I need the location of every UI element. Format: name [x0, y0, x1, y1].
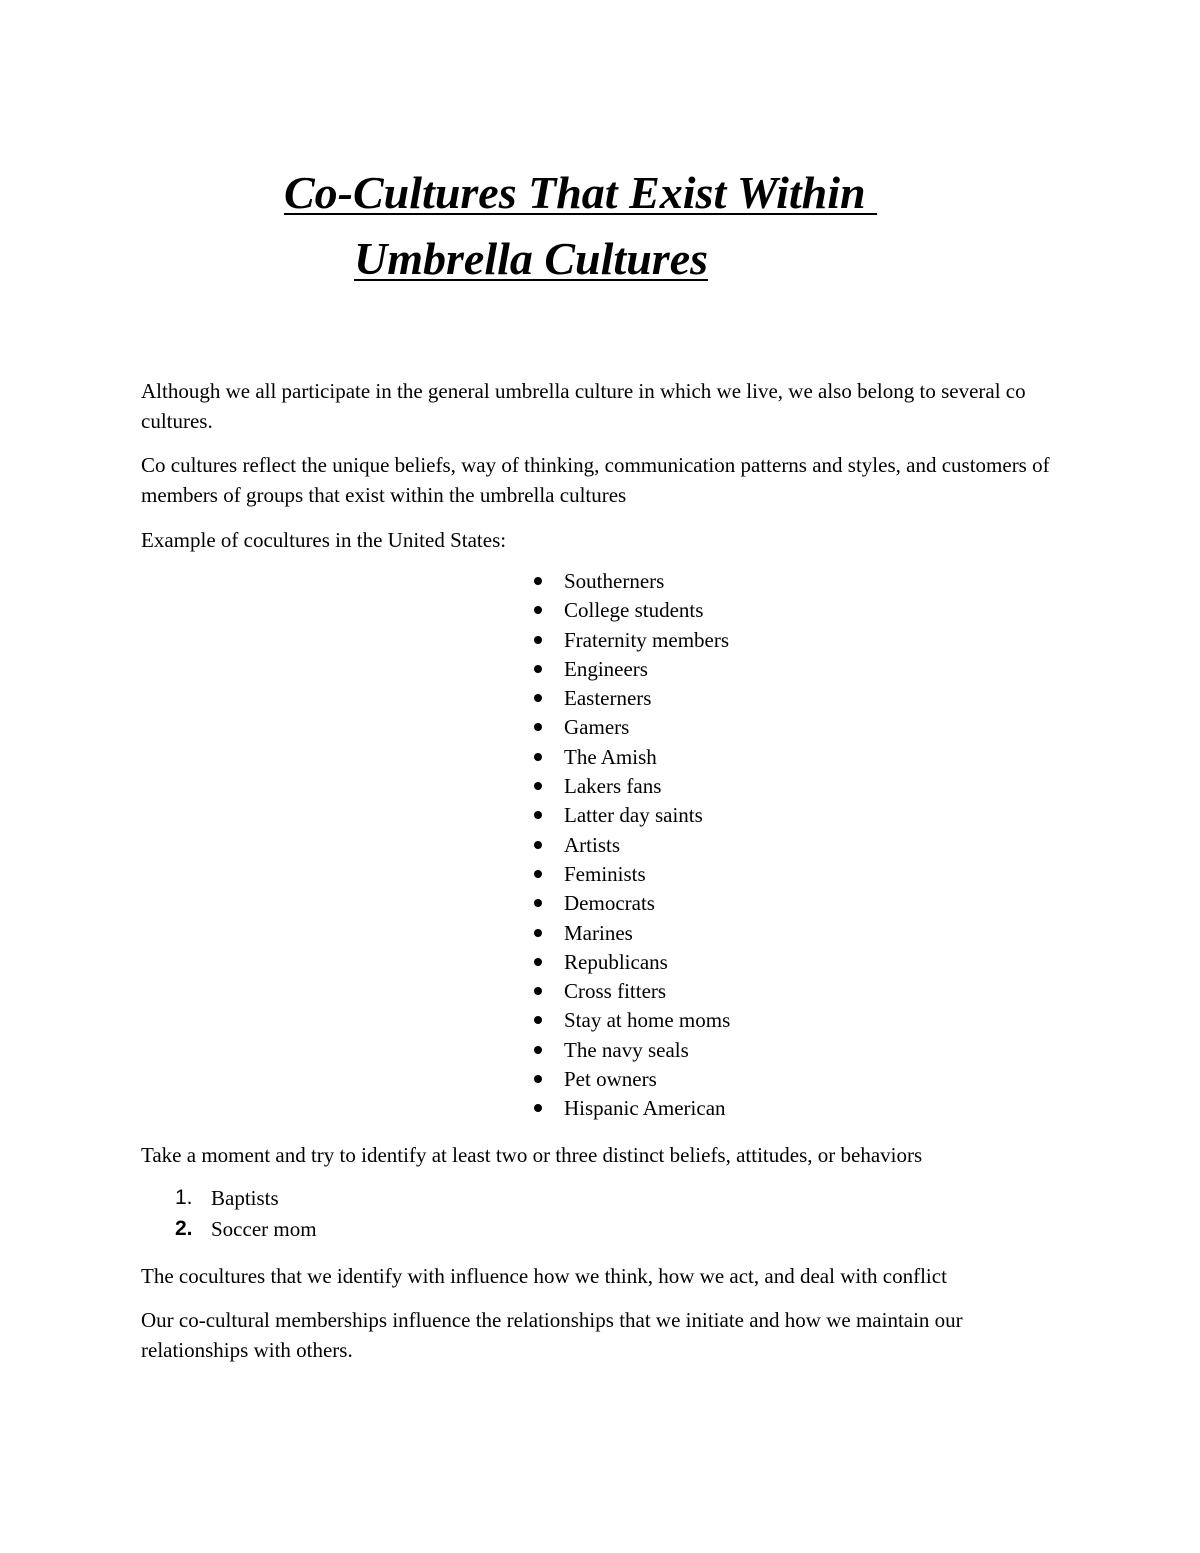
list-item-text: Democrats: [564, 891, 655, 916]
list-item-text: Pet owners: [564, 1067, 657, 1092]
list-item-text: Gamers: [564, 715, 630, 740]
list-item-text: Marines: [564, 920, 633, 945]
bullet-icon: [534, 753, 542, 761]
bullet-icon: [534, 636, 542, 644]
list-item-text: Feminists: [564, 861, 646, 886]
bullet-icon: [534, 723, 542, 731]
list-item: [530, 889, 730, 918]
bullet-icon: [534, 929, 542, 937]
page-title-text-1: Co-Cultures That Exist Within: [284, 167, 878, 218]
list-item-text: Southerners: [564, 569, 665, 593]
bullet-icon: [534, 841, 542, 849]
bullet-icon: [534, 987, 542, 995]
list-item: [530, 948, 730, 977]
bullet-icon: [534, 870, 542, 878]
bullet-icon: [534, 606, 542, 614]
list-item: [530, 772, 730, 801]
list-item: [530, 1094, 730, 1123]
relationships-paragraph: Our co-cultural memberships influence the relationships that we initiate and how we maintain our relationships with others.: [141, 1308, 963, 1362]
page-title-line-2: [0, 231, 1200, 287]
list-item-text: Stay at home moms: [564, 1008, 731, 1033]
page-title-line-1: [0, 165, 1200, 221]
list-item: [530, 860, 730, 889]
bullet-icon: [534, 899, 542, 907]
list-item-text: Lakers fans: [564, 774, 662, 799]
list-item: [530, 626, 730, 655]
bullet-icon: [534, 577, 542, 585]
list-item-text: Latter day saints: [564, 803, 703, 828]
list-item: [530, 1006, 730, 1035]
numbered-list: [175, 1183, 317, 1245]
list-item-text: Soccer mom: [211, 1217, 317, 1241]
list-item-text: Republicans: [564, 949, 668, 974]
bullet-icon: [534, 1016, 542, 1024]
list-item: [530, 567, 730, 596]
page-title-text-2: Umbrella Cultures: [354, 233, 709, 284]
bullet-icon: [534, 958, 542, 966]
list-item: [530, 831, 730, 860]
list-item-text: The navy seals: [564, 1037, 689, 1062]
list-item-text: Artists: [564, 832, 621, 857]
bullet-icon: [534, 782, 542, 790]
list-item-text: The Amish: [564, 744, 657, 769]
intro-paragraph: Although we all participate in the general umbrella culture in which we live, we also belong to several co cultures.: [141, 379, 1026, 433]
list-item: [530, 743, 730, 772]
list-item: [530, 977, 730, 1006]
list-item: [530, 1065, 730, 1094]
list-item-text: Fraternity members: [564, 627, 730, 652]
list-item-text: Cross fitters: [564, 979, 667, 1004]
list-item: [175, 1183, 317, 1214]
list-item-text: College students: [564, 598, 704, 623]
definition-paragraph: Co cultures reflect the unique beliefs, way of thinking, communication patterns and styles, and customers of members of groups that exist within the umbrella cultures: [141, 453, 1050, 507]
list-item: [530, 596, 730, 625]
list-item-text: Engineers: [564, 656, 648, 681]
list-item: [175, 1214, 317, 1245]
list-number: 1.: [175, 1186, 193, 1209]
exercise-paragraph: Take a moment and try to identify at least two or three distinct beliefs, attitudes, or behaviors: [141, 1143, 923, 1167]
list-item: [530, 713, 730, 742]
list-number: 2.: [175, 1217, 193, 1240]
list-item-text: Hispanic American: [564, 1096, 726, 1121]
bullet-icon: [534, 1046, 542, 1054]
influence-paragraph: The cocultures that we identify with influence how we think, how we act, and deal with conflict: [141, 1264, 947, 1288]
list-item-text: Easterners: [564, 686, 652, 711]
bullet-icon: [534, 1075, 542, 1083]
bullet-icon: [534, 665, 542, 673]
list-item: [530, 919, 730, 948]
list-item: [530, 684, 730, 713]
example-heading: Example of cocultures in the United States:: [141, 528, 507, 552]
list-item-text: Baptists: [211, 1186, 279, 1210]
list-item: [530, 1036, 730, 1065]
bullet-icon: [534, 694, 542, 702]
bullet-icon: [534, 1104, 542, 1112]
bullet-icon: [534, 811, 542, 819]
list-item: [530, 801, 730, 830]
coculture-bullet-list: [530, 567, 730, 1124]
list-item: [530, 655, 730, 684]
